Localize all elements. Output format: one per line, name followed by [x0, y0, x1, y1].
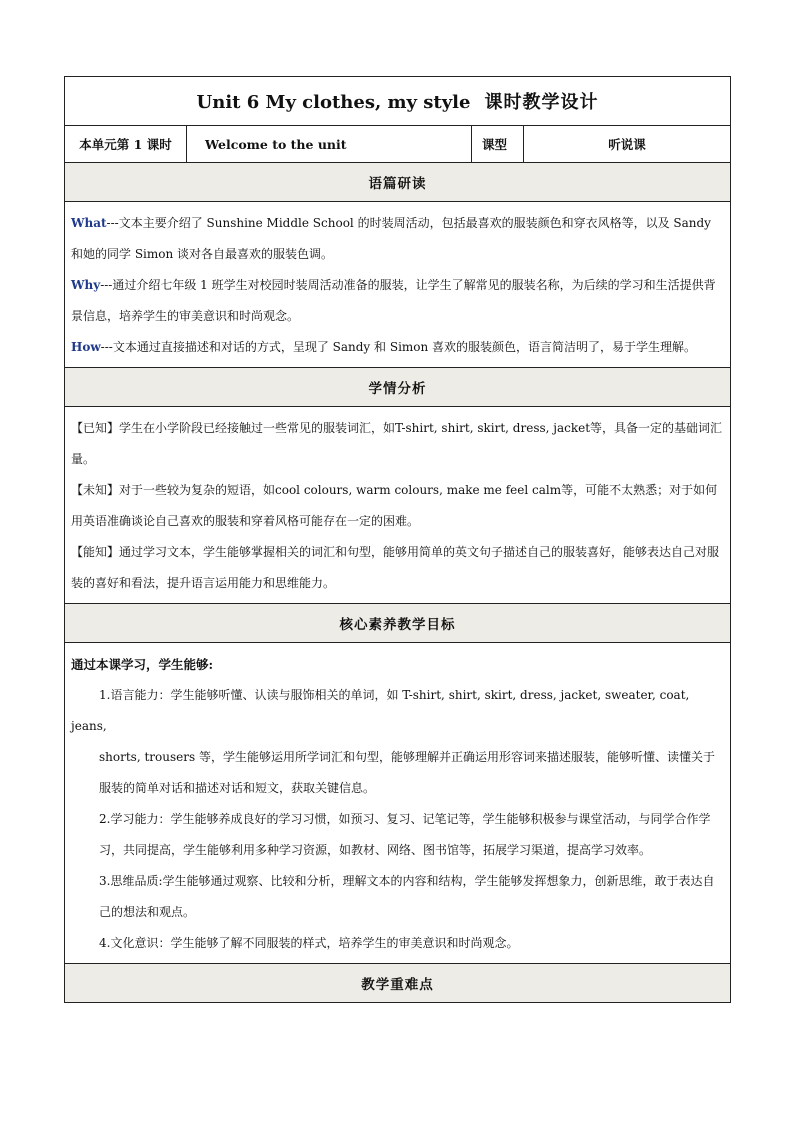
info-row	[65, 126, 731, 163]
learner-analysis-body	[65, 407, 731, 604]
page-title	[65, 77, 731, 126]
objective-item-2: 2.学习能力：学生能够养成良好的学习习惯，如预习、复习、记笔记等，学生能够积极参与课堂活动，与同学合作学习，共同提高，学生能够利用多种学习资源，如教材、网络、图书馆等，拓展学习渠道，提高学习效率。	[99, 812, 711, 857]
objective-item-3: 3.思维品质:学生能够通过观察、比较和分析，理解文本的内容和结构，学生能够发挥想象力，创新思维，敢于表达自己的想法和观点。	[99, 874, 715, 919]
section-heading-key-points: 教学重难点	[65, 964, 731, 1003]
title-english: Unit 6 My clothes, my style	[196, 92, 471, 113]
lesson-type-label: 课型	[472, 126, 524, 163]
unknown-paragraph: 【未知】对于一些较为复杂的短语，如cool colours, warm colours, make me feel calm等，可能不太熟悉；对于如何用英语准确谈论自己喜欢的服装和穿着风格可能存在一定的困难。	[71, 483, 718, 528]
objective-item-4: 4.文化意识：学生能够了解不同服装的样式，培养学生的审美意识和时尚观念。	[99, 936, 519, 950]
why-text: ---通过介绍七年级 1 班学生对校园时装周活动准备的服装，让学生了解常见的服装名称，为后续的学习和生活提供背景信息，培养学生的审美意识和时尚观念。	[71, 278, 716, 323]
known-paragraph: 【已知】学生在小学阶段已经接触过一些常见的服装词汇，如T-shirt, shirt, skirt, dress, jacket等，具备一定的基础词汇量。	[71, 421, 723, 466]
text-study-body	[65, 202, 731, 368]
objectives-lead: 通过本课学习，学生能够:	[71, 657, 214, 672]
can-know-paragraph: 【能知】通过学习文本，学生能够掌握相关的词汇和句型，能够用简单的英文句子描述自己的服装喜好，能够表达自己对服装的喜好和看法，提升语言运用能力和思维能力。	[71, 545, 720, 590]
what-label: What	[71, 216, 107, 230]
section-heading-text-study: 语篇研读	[65, 163, 731, 202]
objectives-body	[65, 643, 731, 964]
section-heading-objectives: 核心素养教学目标	[65, 604, 731, 643]
title-chinese: 课时教学设计	[484, 92, 599, 113]
how-text: ---文本通过直接描述和对话的方式，呈现了 Sandy 和 Simon 喜欢的服装颜色，语言简洁明了，易于学生理解。	[100, 340, 697, 354]
lesson-plan-table	[64, 76, 731, 1003]
what-paragraph	[71, 208, 724, 270]
objective-item-1b: shorts, trousers 等，学生能够运用所学词汇和句型，能够理解并正确运用形容词来描述服装，能够听懂、读懂关于服装的简单对话和描述对话和短文，获取关键信息。	[99, 750, 715, 795]
what-text: ---文本主要介绍了 Sunshine Middle School 的时装周活动，包括最喜欢的服装颜色和穿衣风格等，以及 Sandy 和她的同学 Simon 谈对各自最喜欢的服装色调。	[71, 216, 711, 261]
why-paragraph	[71, 270, 724, 332]
objective-item-1a: 1.语言能力：学生能够听懂、认读与服饰相关的单词，如 T-shirt, shirt, skirt, dress, jacket, sweater, coat, jeans,	[71, 688, 690, 733]
lesson-number-cell: 本单元第 1 课时	[65, 126, 187, 163]
lesson-name-cell: Welcome to the unit	[187, 126, 472, 163]
lesson-type-value: 听说课	[524, 126, 731, 163]
how-paragraph	[71, 332, 724, 363]
how-label: How	[71, 340, 101, 354]
section-heading-learner-analysis: 学情分析	[65, 368, 731, 407]
why-label: Why	[71, 278, 101, 292]
